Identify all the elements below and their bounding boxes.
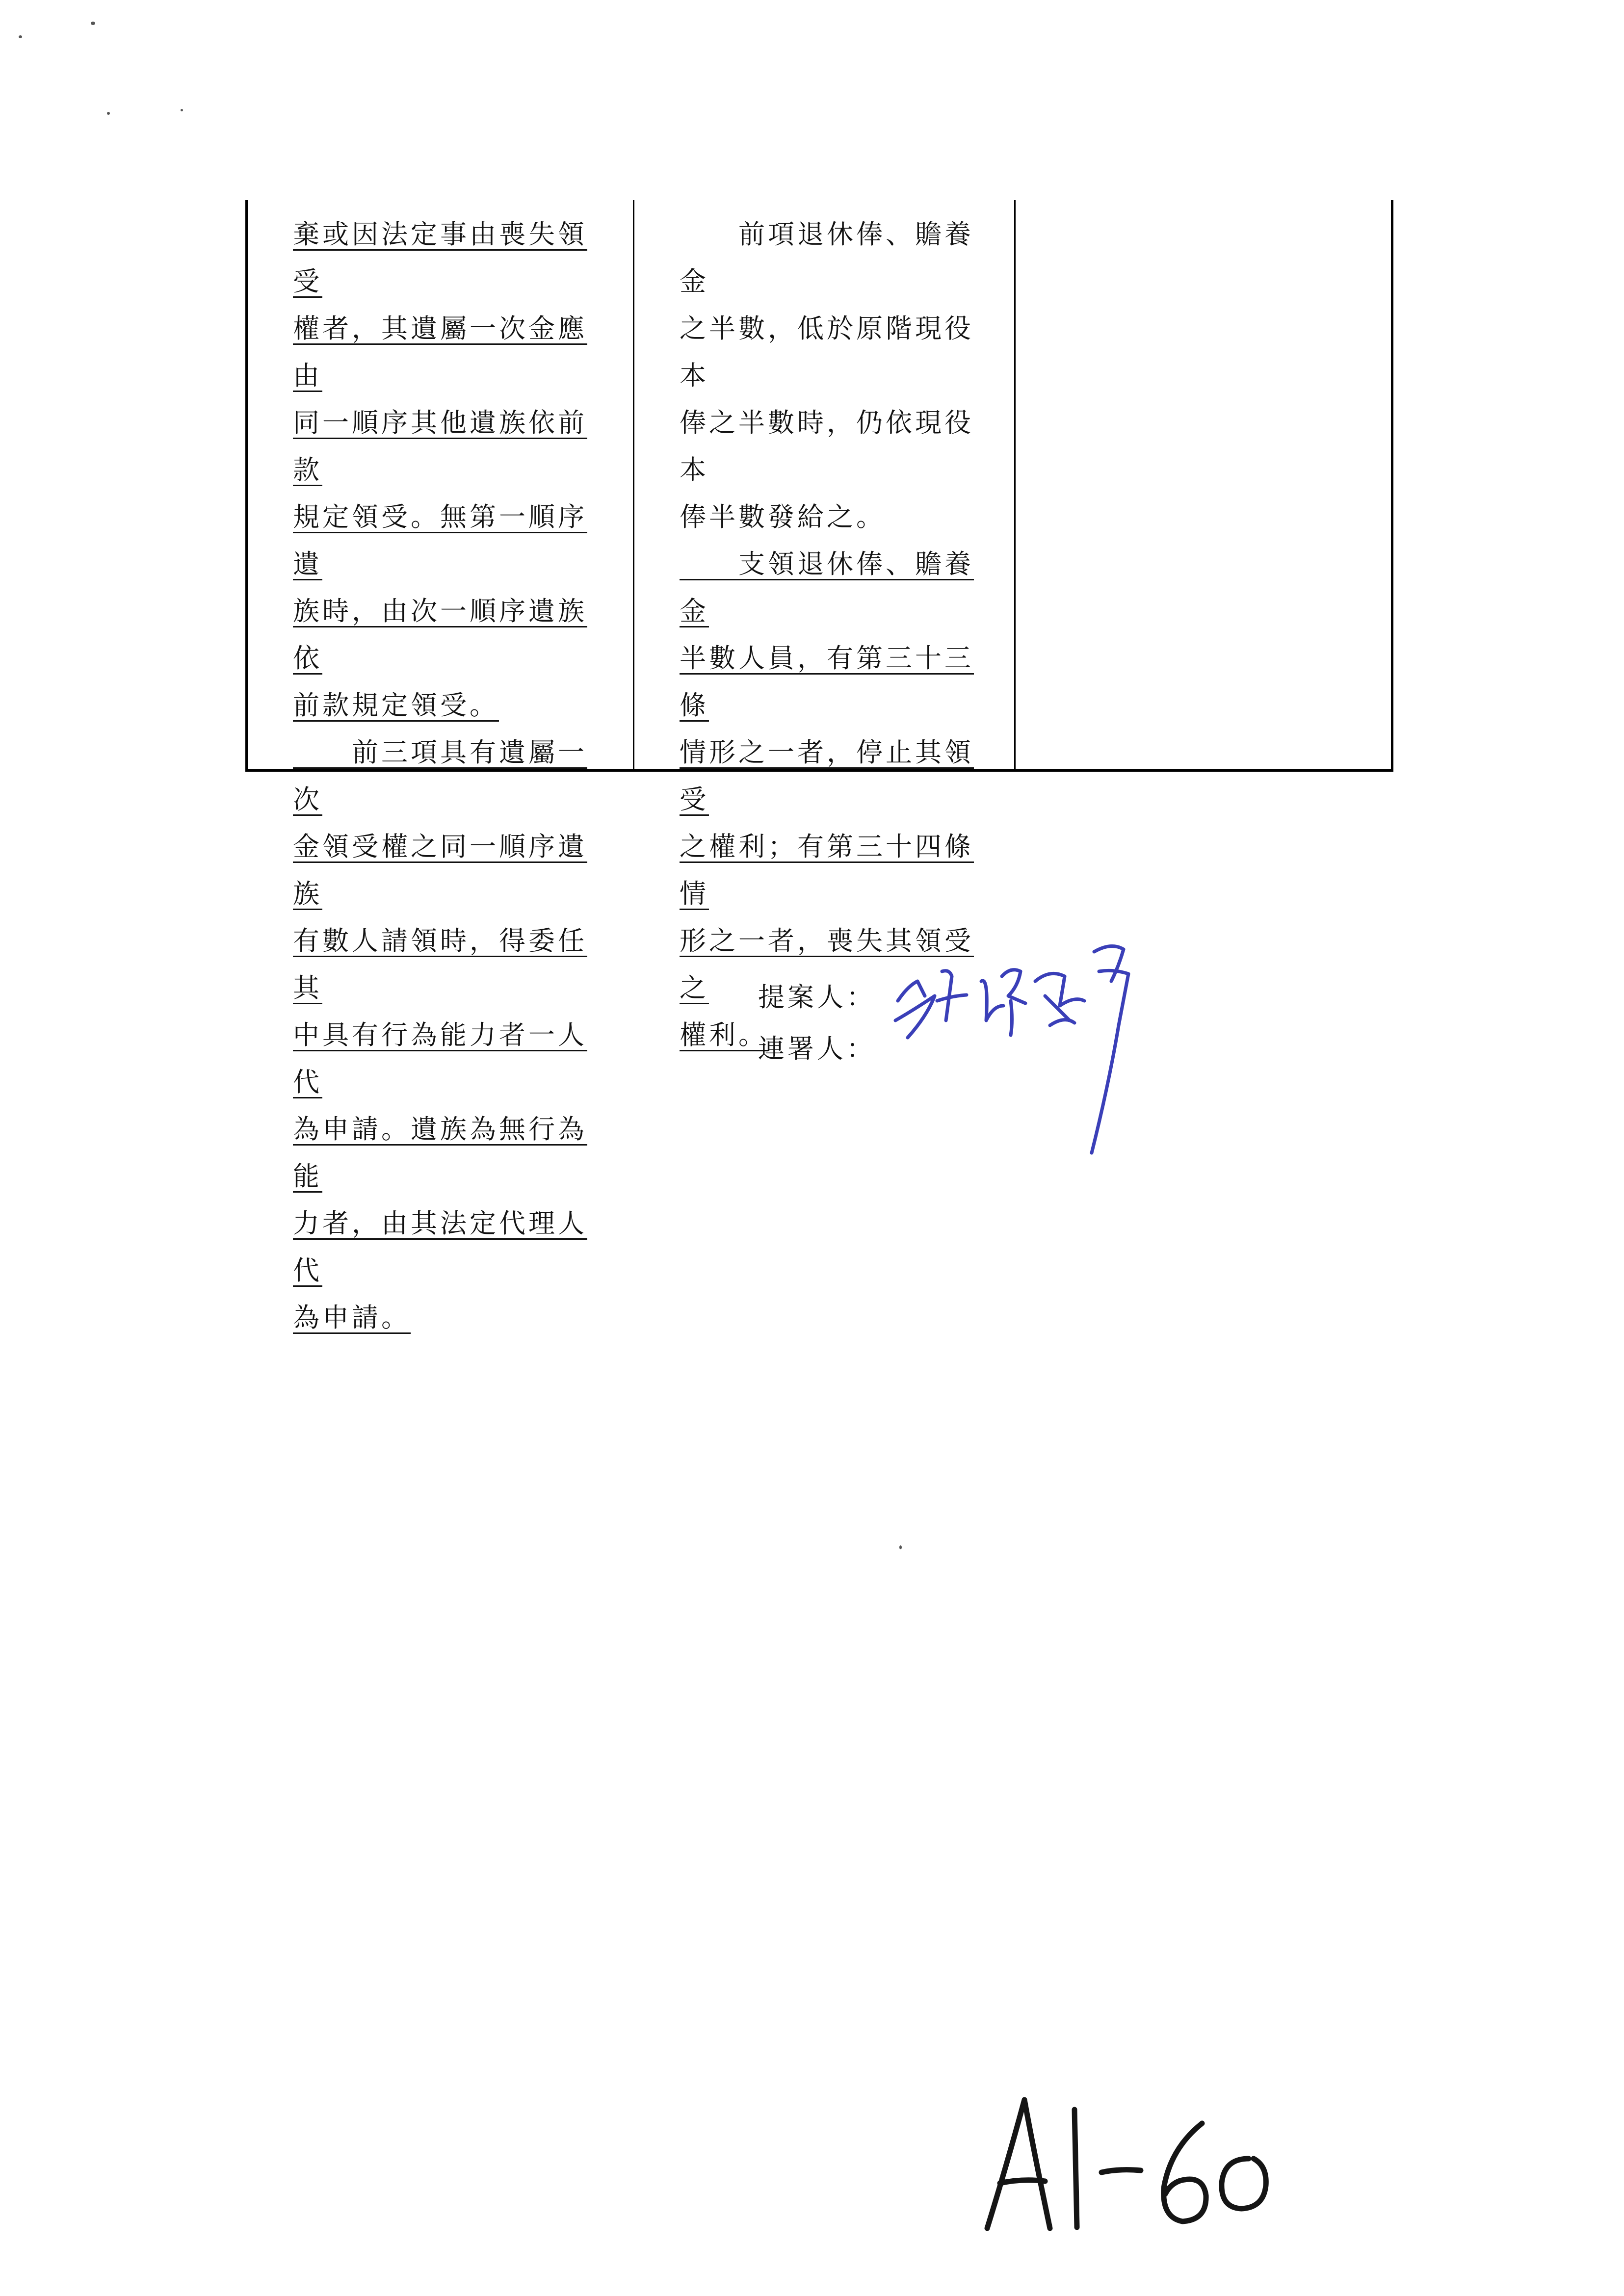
text-line: 前三項具有遺屬一次: [293, 737, 587, 815]
text-line: 形之一者，喪失其領受之: [680, 925, 974, 1003]
signature-stroke: [1092, 946, 1128, 1153]
scan-speck: [181, 109, 183, 111]
cosigner-label: 連署人：: [758, 1033, 876, 1064]
text-line: 支領退休俸、贍養金: [680, 548, 974, 626]
handwritten-signature: [888, 922, 1182, 1158]
text-line: 力者，由其法定代理人代: [293, 1208, 587, 1286]
table-column-explanation: [1016, 200, 1391, 769]
text-line: 有數人請領時，得委任其: [293, 925, 587, 1003]
signature-stroke: [1035, 973, 1084, 1025]
page-code-stroke: [1101, 2170, 1141, 2172]
signature-strokes: [895, 946, 1128, 1153]
page-code-stroke: [1164, 2123, 1206, 2221]
text-line: 同一順序其他遺族依前款: [293, 407, 587, 485]
amended-paragraph-1: [293, 211, 613, 729]
scan-speck: [19, 35, 22, 38]
text-line: 俸半數發給之。: [680, 501, 886, 532]
text-line: 棄或因法定事由喪失領受: [293, 219, 587, 297]
handwritten-page-code: [976, 2085, 1281, 2242]
scan-speck: [107, 112, 110, 115]
current-paragraph-1: [680, 211, 995, 541]
signature-stroke: [895, 981, 935, 1038]
text-line: 情形之一者，停止其領受: [680, 737, 974, 815]
signature-stroke: [981, 970, 1025, 1035]
page-code-stroke: [1222, 2159, 1266, 2209]
text-line: 規定領受。無第一順序遺: [293, 501, 587, 579]
scan-speck: [91, 22, 95, 25]
text-line: 為申請。: [293, 1302, 411, 1333]
proposer-label: 提案人：: [758, 982, 876, 1013]
text-line: 俸之半數時，仍依現役本: [680, 407, 974, 485]
page-code-stroke: [987, 2100, 1050, 2228]
text-line: 中具有行為能力者一人代: [293, 1019, 587, 1097]
text-line: 權者，其遺屬一次金應由: [293, 313, 587, 391]
text-line: 之權利；有第三十四條情: [680, 831, 974, 909]
text-line: 前項退休俸、贍養金: [680, 219, 974, 297]
text-line: 半數人員，有第三十三條: [680, 643, 974, 721]
text-line: 金領受權之同一順序遺族: [293, 831, 587, 909]
page-code-stroke: [1074, 2110, 1077, 2227]
text-line: 權利。: [680, 1019, 768, 1050]
page-code-strokes: [987, 2100, 1266, 2228]
scan-speck: [899, 1545, 902, 1549]
text-line: 為申請。遺族為無行為能: [293, 1114, 587, 1192]
table-column-amended-text: [248, 200, 634, 1333]
amended-paragraph-2: [293, 729, 613, 1341]
signature-stroke: [937, 971, 967, 1020]
text-line: 前款規定領受。: [293, 690, 499, 721]
text-line: 族時，由次一順序遺族依: [293, 596, 587, 674]
text-line: 之半數，低於原階現役本: [680, 313, 974, 391]
